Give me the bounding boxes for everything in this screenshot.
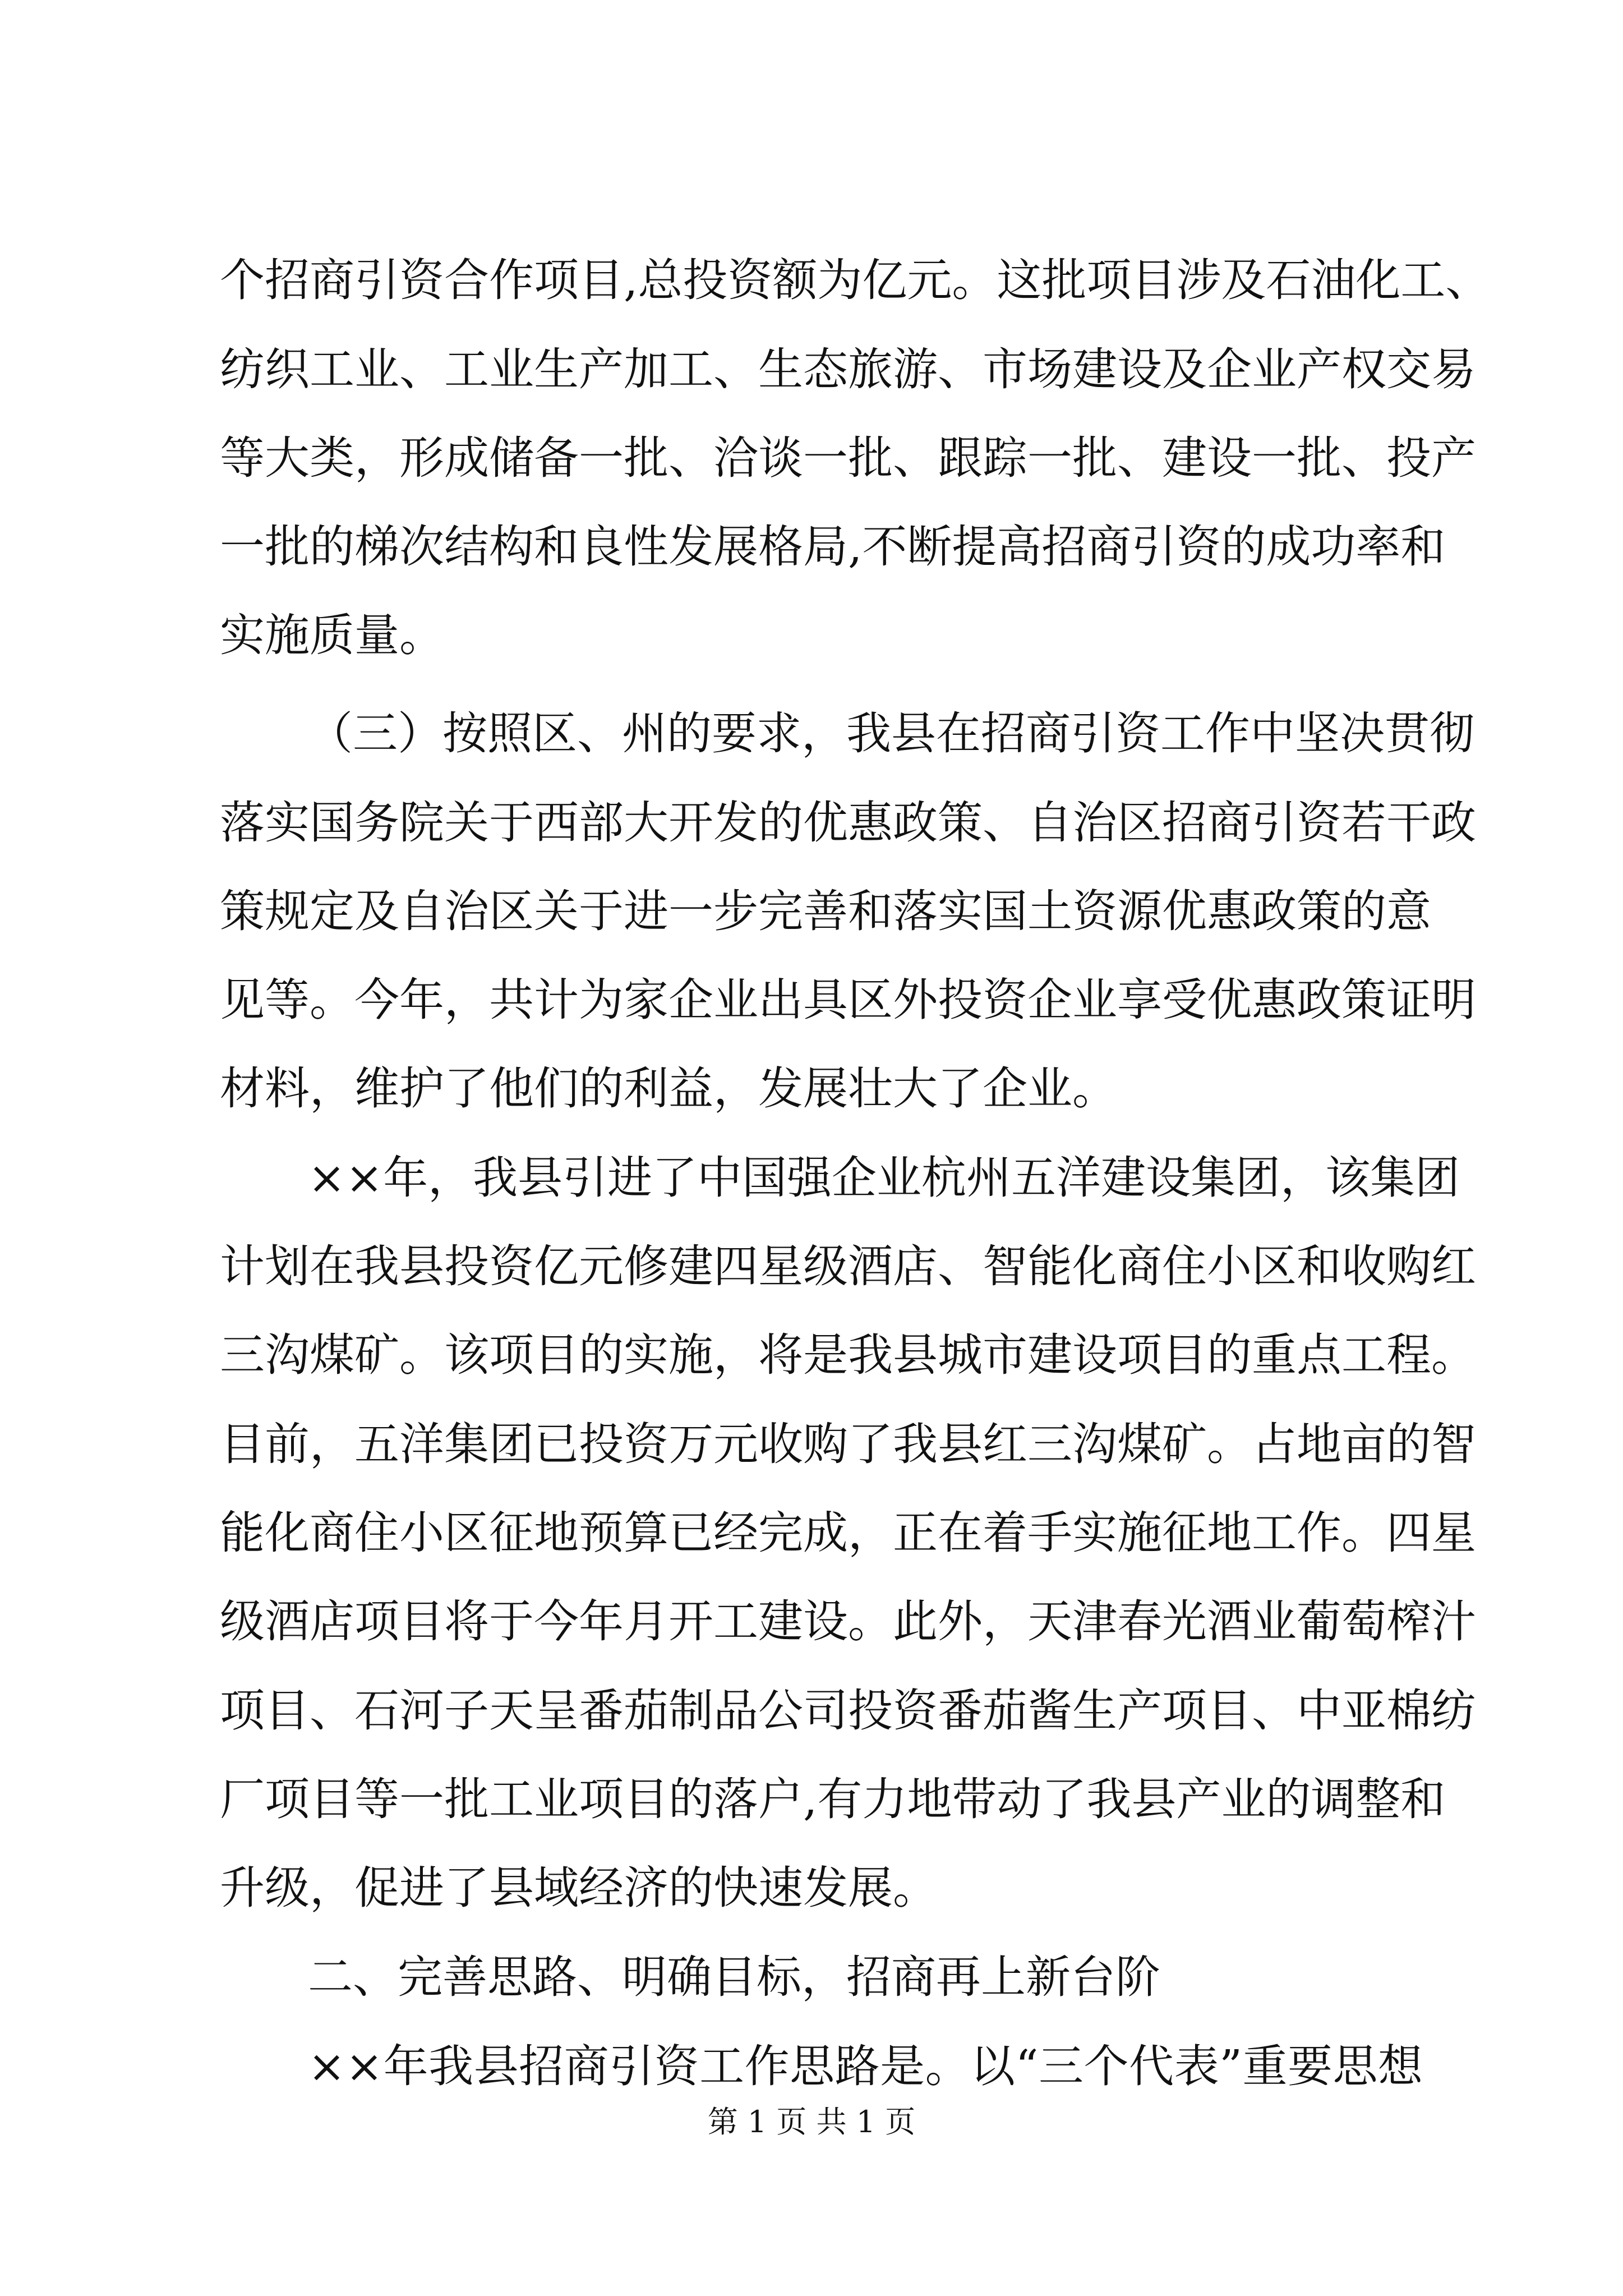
text-line: 策规定及自治区关于进一步完善和落实国土资源优惠政策的意 (220, 885, 1431, 937)
text-line: 材料，维护了他们的利益，发展壮大了企业。 (220, 1062, 1117, 1115)
text-line: 个招商引资合作项目,总投资额为亿元。这批项目涉及石油化工、 (220, 254, 1491, 306)
paragraph-first-line: （三）按照区、州的要求，我县在招商引资工作中坚决贯彻 (308, 707, 1474, 760)
text-line: 能化商住小区征地预算已经完成，正在着手实施征地工作。四星 (220, 1507, 1476, 1559)
text-line: 项目、石河子天呈番茄制品公司投资番茄酱生产项目、中亚棉纺 (220, 1685, 1476, 1737)
text-line: 见等。今年，共计为家企业出具区外投资企业享受优惠政策证明 (220, 974, 1476, 1026)
page-footer: 第 1 页 共 1 页 (707, 2104, 916, 2139)
text-line: 实施质量。 (220, 609, 444, 661)
text-line: 厂项目等一批工业项目的落户,有力地带动了我县产业的调整和 (220, 1773, 1446, 1825)
text-line: 目前，五洋集团已投资万元收购了我县红三沟煤矿。占地亩的智 (220, 1418, 1476, 1470)
text-line: 计划在我县投资亿元修建四星级酒店、智能化商住小区和收购红 (220, 1240, 1476, 1292)
section-heading: 二、完善思路、明确目标，招商再上新台阶 (308, 1951, 1160, 2003)
paragraph-first-line: ××年，我县引进了中国强企业杭州五洋建设集团，该集团 (308, 1152, 1460, 1204)
text-line: 级酒店项目将于今年月开工建设。此外，天津春光酒业葡萄榨汁 (220, 1595, 1476, 1648)
text-line: 升级，促进了县域经济的快速发展。 (220, 1862, 938, 1914)
paragraph-first-line: ××年我县招商引资工作思路是。以“三个代表”重要思想 (308, 2040, 1423, 2092)
text-line: 落实国务院关于西部大开发的优惠政策、自治区招商引资若干政 (220, 797, 1476, 849)
text-line: 纺织工业、工业生产加工、生态旅游、市场建设及企业产权交易 (220, 343, 1476, 395)
text-line: 一批的梯次结构和良性发展格局,不断提高招商引资的成功率和 (220, 521, 1446, 573)
text-line: 等大类，形成储备一批、洽谈一批、跟踪一批、建设一批、投产 (220, 432, 1476, 484)
text-line: 三沟煤矿。该项目的实施，将是我县城市建设项目的重点工程。 (220, 1329, 1476, 1381)
